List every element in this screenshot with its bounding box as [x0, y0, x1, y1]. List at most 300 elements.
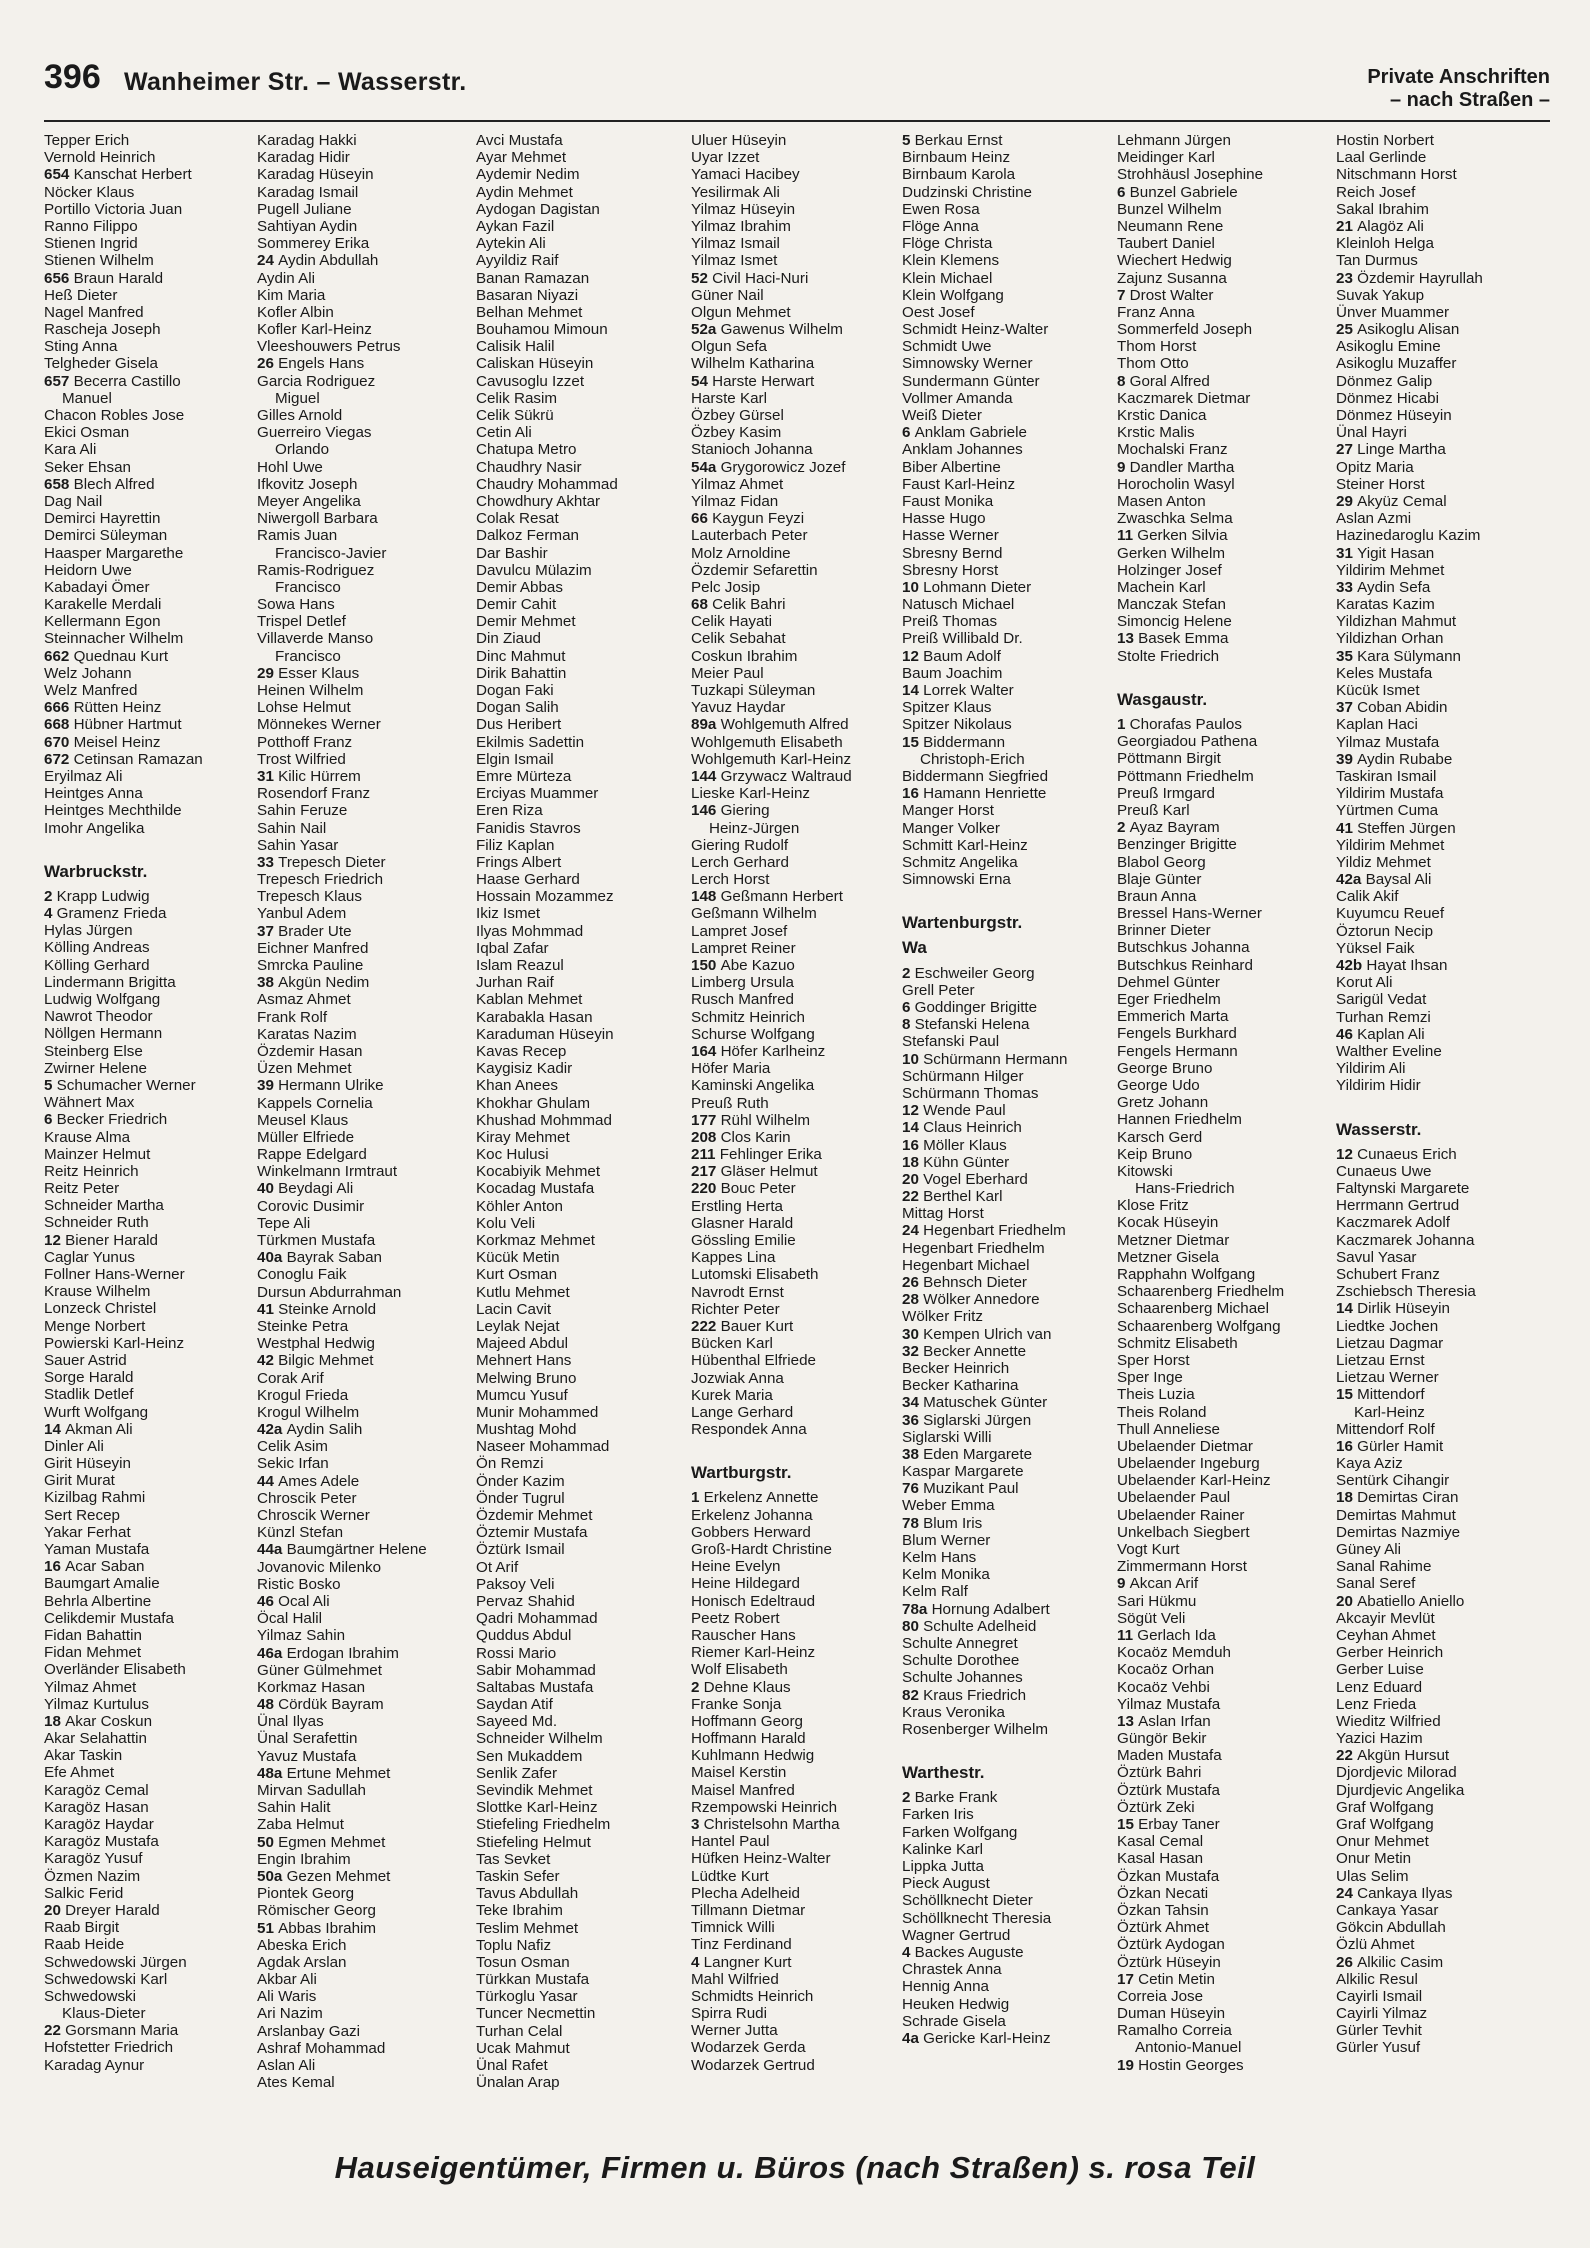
resident-entry: Vollmer Amanda — [902, 389, 1013, 407]
resident-name: Gürler Hamit — [1357, 1437, 1444, 1455]
house-number: 76 — [902, 1480, 924, 1498]
resident-entry: Schöllknecht Theresia — [902, 1909, 1052, 1927]
house-number: 211 — [691, 1146, 720, 1164]
resident-entry: Bressel Hans-Werner — [1117, 905, 1262, 923]
resident-entry: Taskin Sefer — [476, 1867, 560, 1885]
resident-entry: Özkan Tahsin — [1117, 1901, 1209, 1919]
resident-name: Bauer Kurt — [720, 1317, 794, 1335]
resident-entry: Yavuz Haydar — [691, 699, 786, 717]
resident-entry: Heuken Hedwig — [902, 1995, 1010, 2013]
resident-entry: Kocak Hüseyin — [1117, 1214, 1219, 1232]
resident-entry: Natusch Michael — [902, 596, 1015, 614]
resident-entry: Tavus Abdullah — [476, 1885, 579, 1903]
resident-entry: Hüfken Heinz-Walter — [691, 1850, 831, 1868]
house-number: 24 — [257, 252, 279, 270]
resident-name: Meisel Heinz — [73, 733, 161, 751]
resident-entry: Pervaz Shahid — [476, 1592, 575, 1610]
resident-entry: Yilmaz Fidan — [691, 492, 779, 510]
resident-name: Ayaz Bayram — [1129, 819, 1220, 837]
resident-entry: Yilmaz Ibrahim — [691, 217, 791, 235]
resident-name: Bayrak Saban — [286, 1249, 382, 1267]
resident-name: Kaygun Feyzi — [712, 510, 805, 528]
resident-entry: Kolu Veli — [476, 1214, 536, 1232]
resident-entry — [1336, 579, 1546, 596]
resident-entry: Koc Hulusi — [476, 1146, 549, 1164]
resident-entry: Asikoglu Muzaffer — [1336, 355, 1457, 373]
resident-entry: Fidan Mehmet — [44, 1644, 142, 1662]
resident-entry: Savul Yasar — [1336, 1248, 1417, 1266]
section-title — [1367, 66, 1550, 112]
resident-entry: Timnick Willi — [691, 1919, 775, 1937]
resident-entry: Özkan Mustafa — [1117, 1867, 1220, 1885]
resident-entry: Klein Wolfgang — [902, 286, 1004, 304]
resident-entry: Aydemir Nedim — [476, 166, 580, 184]
resident-entry: Sahin Yasar — [257, 836, 339, 854]
resident-entry: Preuß Karl — [1117, 801, 1190, 819]
house-number: 5 — [902, 132, 915, 149]
resident-entry: Kaczmarek Adolf — [1336, 1214, 1450, 1232]
resident-entry: Haasper Margarethe — [44, 544, 184, 562]
resident-entry: Öztürk Bahri — [1117, 1764, 1202, 1782]
resident-entry: Demirtas Nazmiye — [1336, 1523, 1461, 1541]
entry-continuation: Antonio-Manuel — [1135, 2039, 1242, 2057]
resident-entry: Güner Nail — [691, 286, 764, 304]
resident-entry: Künzl Stefan — [257, 1524, 344, 1542]
resident-entry: Celik Sebahat — [691, 630, 786, 648]
house-number: 672 — [44, 750, 74, 768]
resident-entry — [257, 1180, 467, 1197]
resident-entry: Lüdtke Kurt — [691, 1867, 769, 1885]
resident-entry: Navrodt Ernst — [691, 1283, 784, 1301]
resident-entry — [1336, 699, 1546, 716]
resident-entry: Demirci Hayrettin — [44, 510, 161, 528]
resident-name: Muzikant Paul — [923, 1480, 1019, 1498]
resident-entry: Kaminski Angelika — [691, 1077, 815, 1095]
resident-entry — [44, 476, 254, 493]
house-number: 9 — [1117, 458, 1130, 476]
resident-entry: Karagöz Haydar — [44, 1816, 154, 1833]
resident-name: Siglarski Jürgen — [923, 1411, 1032, 1429]
resident-entry: Theis Roland — [1117, 1403, 1207, 1421]
resident-entry: Kuhlmann Hedwig — [691, 1747, 815, 1765]
resident-entry: Blaje Günter — [1117, 870, 1202, 888]
resident-entry — [44, 1713, 254, 1730]
resident-entry: Westphal Hedwig — [257, 1335, 375, 1353]
house-number: 33 — [1336, 578, 1358, 596]
resident-entry: Lehmann Jürgen — [1117, 132, 1231, 149]
resident-entry: Chacon Robles Jose — [44, 407, 185, 424]
resident-entry — [691, 510, 901, 527]
resident-entry: Mehnert Hans — [476, 1352, 572, 1370]
resident-entry — [1117, 2057, 1327, 2074]
resident-entry: Gretz Johann — [1117, 1094, 1209, 1112]
resident-entry: Lonzeck Christel — [44, 1300, 157, 1318]
resident-entry: Steinke Petra — [257, 1317, 349, 1335]
house-number: 50 — [257, 1833, 279, 1851]
directory-column — [902, 132, 1112, 2132]
resident-entry: Aytekin Ali — [476, 235, 546, 253]
house-number: 16 — [902, 1136, 924, 1154]
resident-entry: Schmidts Heinrich — [691, 1987, 814, 2005]
resident-entry: Erstling Herta — [691, 1197, 784, 1215]
resident-entry: Asikoglu Emine — [1336, 338, 1441, 356]
resident-entry: Abeska Erich — [257, 1936, 347, 1954]
resident-name: Quednau Kurt — [73, 647, 169, 665]
resident-entry: Krstic Malis — [1117, 424, 1195, 442]
resident-entry — [691, 802, 901, 819]
resident-entry: Dar Bashir — [476, 544, 548, 562]
resident-entry: Celik Asim — [257, 1438, 328, 1456]
resident-name: Dreyer Harald — [65, 1901, 160, 1919]
resident-entry — [1336, 1146, 1546, 1163]
resident-entry: Kaya Aziz — [1336, 1455, 1403, 1473]
resident-entry: Lietzau Ernst — [1336, 1351, 1425, 1369]
resident-entry: Kablan Mehmet — [476, 991, 583, 1009]
resident-name: Acar Saban — [65, 1558, 145, 1576]
resident-entry: Sundermann Günter — [902, 372, 1040, 390]
house-number: 148 — [691, 888, 721, 906]
resident-name: Bilgic Mehmet — [278, 1352, 374, 1370]
resident-name: Bunzel Gabriele — [1129, 183, 1238, 201]
resident-entry: Aydin Mehmet — [476, 183, 573, 201]
resident-entry: Uluer Hüseyin — [691, 132, 787, 149]
resident-entry: Sbresny Horst — [902, 561, 999, 579]
house-number: 6 — [44, 1111, 57, 1129]
resident-entry: Aydin Ali — [257, 269, 315, 287]
resident-entry: Senlik Zafer — [476, 1764, 558, 1782]
house-number: 11 — [1117, 1626, 1138, 1644]
house-number: 36 — [902, 1411, 924, 1429]
resident-entry: Gürler Tevhit — [1336, 2022, 1422, 2040]
resident-name: Erkelenz Annette — [703, 1489, 819, 1507]
resident-entry: Braun Anna — [1117, 887, 1197, 905]
resident-entry: Karadag Hakki — [257, 132, 357, 149]
resident-name: Wölker Annedore — [923, 1291, 1040, 1309]
resident-entry: Meyer Angelika — [257, 492, 361, 510]
resident-entry: Dalkoz Ferman — [476, 527, 579, 545]
resident-name: Ertune Mehmet — [286, 1764, 391, 1782]
resident-entry: Imohr Angelika — [44, 819, 145, 837]
resident-entry: Nöllgen Hermann — [44, 1025, 163, 1043]
resident-entry: Stiefeling Friedhelm — [476, 1816, 611, 1834]
resident-entry: Korkmaz Hasan — [257, 1678, 366, 1696]
resident-entry — [44, 1421, 254, 1438]
resident-entry: Öztürk Mustafa — [1117, 1781, 1220, 1799]
resident-entry — [902, 1291, 1112, 1308]
house-number: 6 — [902, 424, 915, 442]
resident-name: Grzywacz Waltraud — [720, 767, 852, 785]
resident-entry: Kocabiyik Mehmet — [476, 1163, 601, 1181]
resident-name: Blech Alfred — [73, 475, 155, 493]
resident-entry: Aydogan Dagistan — [476, 200, 600, 218]
resident-entry: Ubelaender Karl-Heinz — [1117, 1472, 1271, 1490]
resident-entry: Dus Heribert — [476, 716, 562, 734]
resident-name: Hamann Henriette — [923, 785, 1047, 803]
house-number: 12 — [902, 1102, 924, 1120]
resident-entry: Karabakla Hasan — [476, 1008, 593, 1026]
resident-entry: Steinberg Else — [44, 1042, 143, 1060]
resident-entry: Nitschmann Horst — [1336, 166, 1457, 184]
resident-entry — [902, 1326, 1112, 1343]
resident-name: Giering — [720, 802, 770, 820]
resident-entry: Ubelaender Paul — [1117, 1489, 1231, 1507]
house-number: 27 — [1336, 441, 1358, 459]
resident-entry: Türkoglu Yasar — [476, 1988, 578, 2006]
resident-entry: Ot Arif — [476, 1558, 519, 1576]
resident-name: Gerlach Ida — [1137, 1626, 1216, 1644]
resident-entry: Hegenbart Friedhelm — [902, 1239, 1045, 1257]
resident-entry: Cayirli Yilmaz — [1336, 2005, 1428, 2023]
house-number: 4 — [691, 1953, 704, 1971]
resident-entry: Ayyildiz Raif — [476, 252, 559, 270]
resident-entry — [902, 1394, 1112, 1411]
resident-entry — [1336, 270, 1546, 287]
resident-entry: Krstic Danica — [1117, 407, 1207, 424]
resident-entry — [44, 270, 254, 287]
resident-entry: Leylak Nejat — [476, 1317, 560, 1335]
resident-entry: Kizilbag Rahmi — [44, 1489, 146, 1507]
resident-entry: Seker Ehsan — [44, 458, 131, 476]
house-number: 12 — [902, 647, 924, 665]
resident-entry: Nawrot Theodor — [44, 1008, 153, 1026]
resident-entry: Kelm Ralf — [902, 1583, 968, 1601]
house-number: 52a — [691, 321, 721, 339]
resident-entry — [902, 1137, 1112, 1154]
house-number: 34 — [902, 1394, 924, 1412]
house-number: 48a — [257, 1764, 287, 1782]
resident-entry: Maisel Manfred — [691, 1781, 795, 1799]
house-number: 38 — [902, 1445, 924, 1463]
resident-entry: Chrastek Anna — [902, 1961, 1002, 1979]
resident-entry: Karagöz Cemal — [44, 1781, 149, 1799]
house-number: 8 — [1117, 372, 1130, 390]
resident-entry: Schulte Johannes — [902, 1669, 1023, 1687]
resident-entry: Karagöz Mustafa — [44, 1833, 159, 1851]
resident-entry: Ikiz Ismet — [476, 905, 541, 923]
resident-entry: Manczak Stefan — [1117, 596, 1226, 614]
resident-entry — [44, 905, 254, 922]
resident-entry: Vleeshouwers Petrus — [257, 338, 401, 356]
resident-entry: Pelc Josip — [691, 578, 761, 596]
resident-entry — [902, 424, 1112, 441]
resident-entry: Ates Kemal — [257, 2074, 335, 2092]
resident-entry: Ranno Filippo — [44, 217, 138, 235]
resident-entry: Flöge Anna — [902, 217, 979, 235]
resident-entry: Wieditz Wilfried — [1336, 1712, 1441, 1730]
resident-name: Aydin Rubabe — [1357, 750, 1453, 768]
house-number: 177 — [691, 1111, 721, 1129]
resident-entry: Krause Wilhelm — [44, 1283, 151, 1301]
resident-entry: Kofler Karl-Heinz — [257, 321, 372, 339]
house-number: 78a — [902, 1600, 932, 1618]
resident-entry: Tillmann Dietmar — [691, 1901, 806, 1919]
resident-entry: Biber Albertine — [902, 458, 1001, 476]
resident-entry — [257, 1593, 467, 1610]
resident-entry: Metzner Dietmar — [1117, 1231, 1230, 1249]
house-number: 38 — [257, 974, 279, 992]
house-number: 657 — [44, 372, 74, 390]
resident-entry: Önder Tugrul — [476, 1489, 565, 1507]
resident-entry: Klein Michael — [902, 269, 993, 287]
resident-entry: Özdemir Mehmet — [476, 1507, 593, 1524]
resident-entry — [1336, 1386, 1546, 1403]
resident-name: Hostin Georges — [1138, 2056, 1244, 2074]
resident-entry: Hoffmann Harald — [691, 1730, 806, 1748]
resident-entry: Nöcker Klaus — [44, 183, 135, 201]
resident-entry: Stefanski Paul — [902, 1033, 1000, 1051]
resident-entry: Zschiebsch Theresia — [1336, 1283, 1476, 1301]
resident-entry: Steiner Horst — [1336, 475, 1425, 493]
resident-entry: Korkmaz Mehmet — [476, 1232, 596, 1249]
resident-entry: Rauscher Hans — [691, 1626, 796, 1644]
resident-entry — [902, 579, 1112, 596]
resident-entry: Jurhan Raif — [476, 974, 554, 992]
house-number: 42a — [1336, 871, 1366, 889]
resident-entry: Engin Ibrahim — [257, 1850, 351, 1868]
resident-entry: Dag Nail — [44, 492, 103, 510]
resident-entry: Mainzer Helmut — [44, 1145, 151, 1163]
resident-entry: Öztürk Ahmet — [1117, 1919, 1209, 1937]
house-number: 80 — [902, 1617, 924, 1635]
resident-entry: Cankaya Yasar — [1336, 1901, 1439, 1919]
resident-entry: Sari Hükmu — [1117, 1592, 1197, 1610]
resident-entry: Teslim Mehmet — [476, 1919, 579, 1937]
resident-entry — [902, 1789, 1112, 1806]
resident-entry: Aslan Ali — [257, 2057, 316, 2074]
resident-entry: Schaarenberg Michael — [1117, 1300, 1269, 1318]
resident-entry — [44, 734, 254, 751]
resident-entry: Rusch Manfred — [691, 991, 794, 1009]
resident-entry: Demir Abbas — [476, 578, 563, 596]
resident-entry — [1117, 1713, 1327, 1730]
resident-entry — [902, 965, 1112, 982]
resident-entry: Metzner Gisela — [1117, 1248, 1220, 1266]
resident-entry — [257, 665, 467, 682]
resident-entry — [257, 1834, 467, 1851]
resident-entry: Toplu Nafiz — [476, 1936, 552, 1954]
resident-entry: Ramis Juan — [257, 527, 338, 545]
house-number: 16 — [902, 785, 924, 803]
resident-entry: Kaplan Haci — [1336, 716, 1418, 734]
resident-entry: Schurse Wolfgang — [691, 1025, 815, 1043]
footer-note: Hauseigentümer, Firmen u. Büros (nach Straßen) s. rosa Teil — [334, 2150, 1256, 2185]
resident-name: Akgün Hursut — [1357, 1747, 1450, 1765]
house-number: 2 — [1117, 819, 1130, 837]
resident-entry: Fengels Burkhard — [1117, 1025, 1237, 1043]
resident-entry: Erkelenz Johanna — [691, 1506, 813, 1524]
resident-entry — [257, 1868, 467, 1885]
resident-entry: Hostin Norbert — [1336, 132, 1434, 149]
resident-entry — [44, 2022, 254, 2039]
house-number: 14 — [902, 1119, 924, 1137]
resident-entry: Raab Heide — [44, 1936, 125, 1954]
resident-entry: Liedtke Jochen — [1336, 1317, 1439, 1335]
resident-entry: Ön Remzi — [476, 1455, 544, 1473]
resident-entry: Ubelaender Dietmar — [1117, 1437, 1253, 1455]
resident-name: Erbay Taner — [1138, 1816, 1220, 1833]
resident-name: Dirlik Hüseyin — [1357, 1300, 1450, 1318]
resident-entry — [1117, 819, 1327, 836]
resident-entry — [257, 1765, 467, 1782]
resident-entry: Heintges Mechthilde — [44, 802, 182, 820]
resident-entry: Welz Manfred — [44, 682, 138, 699]
resident-entry: Zimmermann Horst — [1117, 1558, 1247, 1576]
resident-entry: Powierski Karl-Heinz — [44, 1334, 185, 1352]
resident-entry: Ayar Mehmet — [476, 149, 567, 167]
resident-entry: Erciyas Muammer — [476, 785, 599, 803]
resident-entry: Demir Mehmet — [476, 613, 576, 631]
resident-entry: Yildiz Mehmet — [1336, 853, 1431, 871]
resident-entry: Weber Emma — [902, 1497, 995, 1515]
resident-entry: Lange Gerhard — [691, 1403, 794, 1421]
resident-entry — [902, 1687, 1112, 1704]
resident-entry: Biddermann Siegfried — [902, 767, 1049, 785]
entry-continuation: Klaus-Dieter — [62, 2005, 146, 2023]
resident-entry: Reitz Peter — [44, 1180, 120, 1198]
resident-entry: Lippka Jutta — [902, 1858, 984, 1875]
street-range-title: Wanheimer Str. – Wasserstr. — [124, 68, 467, 96]
resident-entry: Wohlgemuth Elisabeth — [691, 733, 843, 751]
resident-entry: Turhan Remzi — [1336, 1008, 1431, 1026]
resident-entry: Taubert Daniel — [1117, 235, 1215, 253]
house-number: 25 — [1336, 321, 1358, 339]
resident-entry: Slottke Karl-Heinz — [476, 1799, 598, 1817]
resident-entry: Hylas Jürgen — [44, 922, 133, 940]
resident-name: Mittendorf — [1357, 1386, 1425, 1404]
resident-entry: Winkelmann Irmtraut — [257, 1163, 398, 1181]
resident-entry: Yilmaz Ismet — [691, 252, 778, 270]
resident-entry: Dönmez Galip — [1336, 372, 1433, 390]
resident-name: Goral Alfred — [1129, 372, 1210, 390]
resident-entry: Heß Dieter — [44, 286, 118, 304]
house-number: 46a — [257, 1644, 287, 1662]
resident-entry: Karadag Hidir — [257, 149, 350, 167]
resident-name: Schürmann Hermann — [923, 1050, 1068, 1068]
entry-continuation: Francisco-Javier — [275, 544, 387, 562]
resident-entry — [691, 716, 901, 733]
house-number: 52 — [691, 269, 713, 287]
house-number: 42a — [257, 1421, 287, 1439]
resident-entry — [44, 716, 254, 733]
resident-entry: Reitz Heinrich — [44, 1162, 139, 1180]
resident-entry — [691, 321, 901, 338]
house-number: 12 — [44, 1231, 66, 1249]
resident-entry: Suvak Yakup — [1336, 286, 1425, 304]
resident-entry: Mochalski Franz — [1117, 441, 1228, 459]
house-number: 11 — [1117, 527, 1138, 545]
resident-entry: Hasse Hugo — [902, 510, 986, 528]
resident-entry: Lieske Karl-Heinz — [691, 785, 811, 803]
resident-entry: Sanal Rahime — [1336, 1558, 1432, 1576]
resident-name: Coban Abidin — [1357, 699, 1448, 717]
resident-entry: Wodarzek Gertrud — [691, 2056, 815, 2074]
resident-name: Aslan Irfan — [1138, 1712, 1211, 1730]
resident-entry: Yilmaz Hüseyin — [691, 200, 796, 218]
resident-entry: Agdak Arslan — [257, 1953, 347, 1971]
resident-entry — [257, 1249, 467, 1266]
resident-entry: Onur Metin — [1336, 1850, 1412, 1868]
resident-entry — [902, 1222, 1112, 1239]
resident-entry: Hegenbart Michael — [902, 1256, 1030, 1274]
resident-name: Biddermann — [923, 733, 1006, 751]
resident-entry: Hohl Uwe — [257, 458, 323, 476]
resident-entry: Türkkan Mustafa — [476, 1971, 590, 1989]
resident-entry: Benzinger Brigitte — [1117, 836, 1237, 854]
resident-entry — [691, 1129, 901, 1146]
resident-entry: Chaudhry Nasir — [476, 458, 582, 476]
resident-entry — [1117, 373, 1327, 390]
house-number: 37 — [257, 922, 279, 940]
